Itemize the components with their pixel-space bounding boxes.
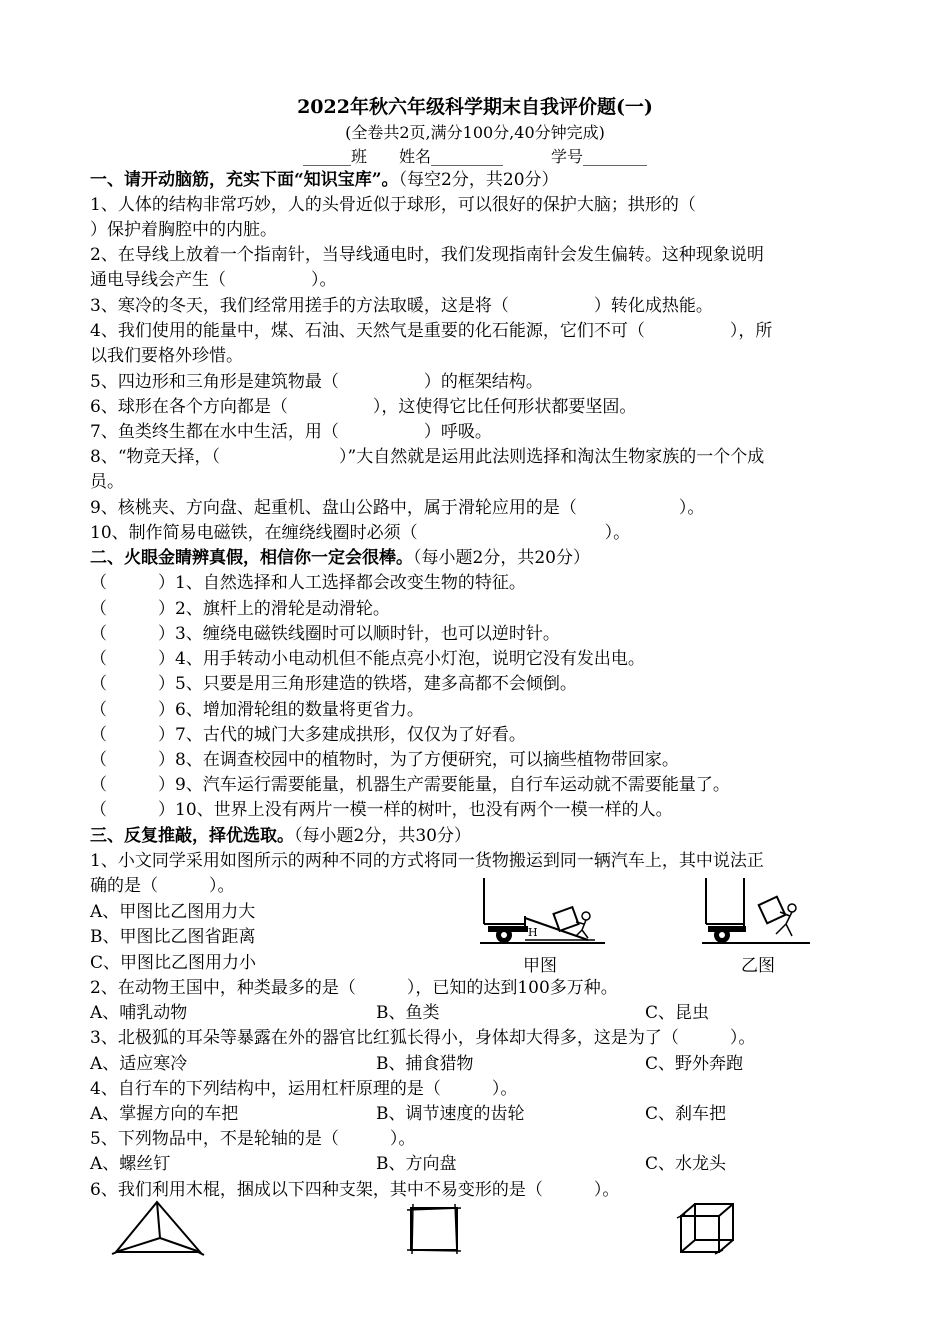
s1-line: 8、“物竞天择，（ ）”大自然就是运用此法则选择和淘汰生物家族的一个个成 xyxy=(90,447,765,467)
q5-option-b: B、方向盘 xyxy=(376,1154,457,1174)
s1-line: 员。 xyxy=(90,472,124,492)
page-title: 2022年秋六年级科学期末自我评价题(一) xyxy=(297,96,653,118)
page-subtitle: (全卷共2页,满分100分,40分钟完成) xyxy=(345,123,605,142)
s1-line: 3、寒冷的冬天，我们经常用搓手的方法取暖，这是将（ ）转化成热能。 xyxy=(90,296,713,316)
s1-line: 6、球形在各个方向都是（ ），这使得它比任何形状都要坚固。 xyxy=(90,397,637,417)
tf-item: （ ）2、旗杆上的滑轮是动滑轮。 xyxy=(90,599,390,619)
section2-points: （每小题2分，共20分） xyxy=(413,548,590,568)
q2-option-b: B、鱼类 xyxy=(376,1003,440,1023)
q1-stem-line1: 1、小文同学采用如图所示的两种不同的方式将同一货物搬运到同一辆汽车上，其中说法正 xyxy=(90,851,764,871)
s1-line: 通电导线会产生（ ）。 xyxy=(90,270,337,290)
q3-stem: 3、北极狐的耳朵等暴露在外的器官比红狐长得小，身体却大得多，这是为了（ ）。 xyxy=(90,1028,756,1048)
figure-ramp-truck xyxy=(470,878,620,948)
s1-line: 以我们要格外珍惜。 xyxy=(90,346,243,366)
section1-points: （每空2分，共20分） xyxy=(398,170,559,190)
q2-option-a: A、哺乳动物 xyxy=(90,1003,188,1023)
q1-option-c: C、甲图比乙图用力小 xyxy=(90,953,257,973)
q3-option-c: C、野外奔跑 xyxy=(645,1054,744,1074)
q1-option-b: B、甲图比乙图省距离 xyxy=(90,927,256,947)
tf-item: （ ）3、缠绕电磁铁线圈时可以顺时针，也可以逆时针。 xyxy=(90,624,560,644)
figure-lift-truck xyxy=(700,878,815,948)
tf-item: （ ）9、汽车运行需要能量，机器生产需要能量，自行车运动就不需要能量了。 xyxy=(90,775,730,795)
tf-item: （ ）4、用手转动小电动机但不能点亮小灯泡，说明它没有发出电。 xyxy=(90,649,645,669)
s1-line: 9、核桃夹、方向盘、起重机、盘山公路中，属于滑轮应用的是（ ）。 xyxy=(90,498,705,518)
tf-item: （ ）1、自然选择和人工选择都会改变生物的特征。 xyxy=(90,573,526,593)
q4-stem: 4、自行车的下列结构中，运用杠杆原理的是（ ）。 xyxy=(90,1079,518,1099)
section3-points: （每小题2分，共30分） xyxy=(294,826,471,846)
s1-line: 5、四边形和三角形是建筑物最（ ）的框架结构。 xyxy=(90,372,543,392)
s1-line: 4、我们使用的能量中，煤、石油、天然气是重要的化石能源，它们不可（ ），所 xyxy=(90,321,773,341)
q2-option-c: C、昆虫 xyxy=(645,1003,710,1023)
q1-stem-line2: 确的是（ ）。 xyxy=(90,876,235,896)
section2-title: 二、火眼金睛辨真假，相信你一定会很棒。 xyxy=(90,548,413,568)
figure-square-frame xyxy=(405,1200,465,1258)
tf-item: （ ）6、增加滑轮组的数量将更省力。 xyxy=(90,700,424,720)
tf-item: （ ）10、世界上没有两片一模一样的树叶，也没有两个一模一样的人。 xyxy=(90,800,673,820)
q4-option-a: A、掌握方向的车把 xyxy=(90,1104,239,1124)
q5-option-a: A、螺丝钉 xyxy=(90,1154,171,1174)
figure-cube-frame xyxy=(675,1198,740,1258)
q5-option-c: C、水龙头 xyxy=(645,1154,727,1174)
q4-option-b: B、调节速度的齿轮 xyxy=(376,1104,525,1124)
student-info-line: ______班 姓名_________ 学号________ xyxy=(302,147,647,166)
s1-line: ）保护着胸腔中的内脏。 xyxy=(90,220,277,240)
section1-heading xyxy=(90,168,870,193)
q3-option-b: B、捕食猎物 xyxy=(376,1054,474,1074)
s1-line: 10、制作简易电磁铁，在缠绕线圈时必须（ ）。 xyxy=(90,523,631,543)
q4-option-c: C、刹车把 xyxy=(645,1104,727,1124)
tf-item: （ ）7、古代的城门大多建成拱形，仅仅为了好看。 xyxy=(90,725,526,745)
q5-stem: 5、下列物品中，不是轮轴的是（ ）。 xyxy=(90,1129,416,1149)
tf-item: （ ）8、在调查校园中的植物时，为了方便研究，可以摘些植物带回家。 xyxy=(90,750,679,770)
q6-stem: 6、我们利用木棍，捆成以下四种支架，其中不易变形的是（ ）。 xyxy=(90,1180,620,1200)
q3-option-a: A、适应寒冷 xyxy=(90,1054,188,1074)
q2-stem: 2、在动物王国中，种类最多的是（ ），已知的达到100多万种。 xyxy=(90,978,618,998)
figure-letter-h: H xyxy=(528,926,538,939)
section1-title: 一、请开动脑筋，充实下面“知识宝库”。 xyxy=(90,170,399,190)
s1-line: 7、鱼类终生都在水中生活，用（ ）呼吸。 xyxy=(90,422,492,442)
figure-a-caption: 甲图 xyxy=(523,956,557,976)
section2-heading xyxy=(90,546,870,571)
section3-title: 三、反复推敲，择优选取。 xyxy=(90,826,294,846)
section3-heading xyxy=(90,824,870,849)
s1-line: 2、在导线上放着一个指南针，当导线通电时，我们发现指南针会发生偏转。这种现象说明 xyxy=(90,245,764,265)
tf-item: （ ）5、只要是用三角形建造的铁塔，建多高都不会倾倒。 xyxy=(90,674,577,694)
figure-b-caption: 乙图 xyxy=(741,956,775,976)
q1-option-a: A、甲图比乙图用力大 xyxy=(90,902,256,922)
s1-line: 1、人体的结构非常巧妙，人的头骨近似于球形，可以很好的保护大脑；拱形的（ xyxy=(90,195,696,215)
figure-triangular-frame xyxy=(110,1198,205,1258)
